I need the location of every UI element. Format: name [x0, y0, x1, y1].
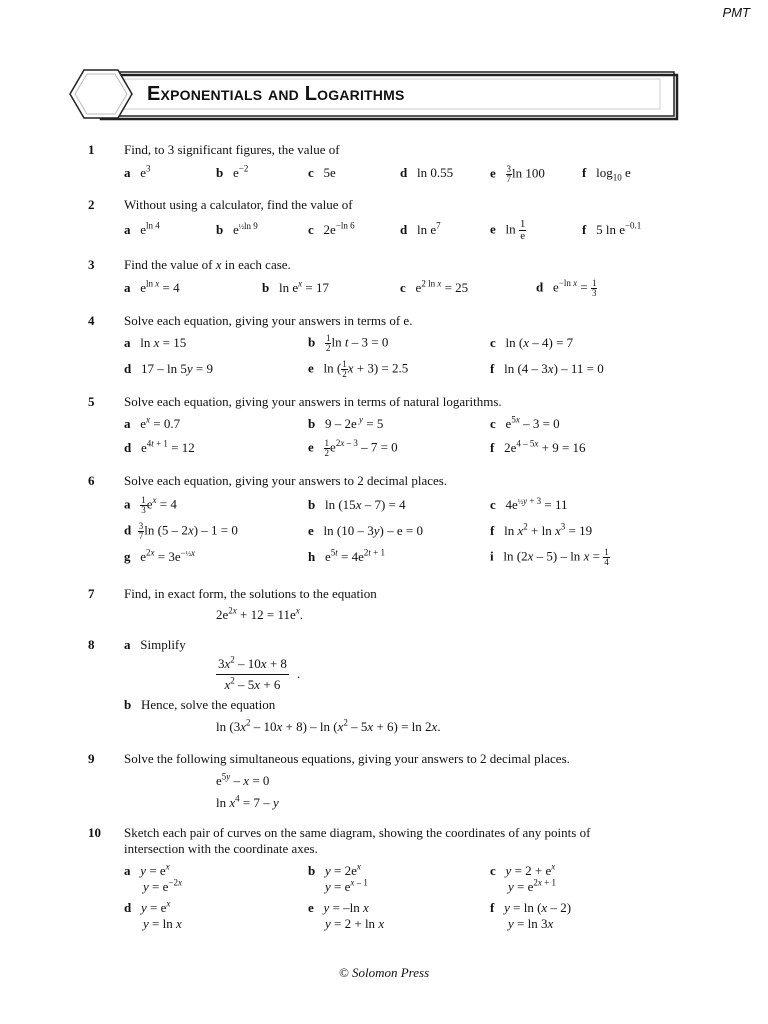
part-6g: g $e^{2x} = 3e^{-\frac{1}{2}x}$ [124, 547, 195, 564]
curve: $y = e^{-2x}$ [143, 877, 182, 894]
fraction-expression: $\frac{3x^2 - 10x + 8}{x^2 - 5x + 6}$ [218, 654, 287, 693]
part-8b: b Hence, solve the equation [124, 697, 276, 712]
question-instruction: Find the value of x in each case. [124, 257, 291, 272]
question-number: 4 [88, 313, 95, 328]
part-10e: e y = –ln x [308, 900, 369, 915]
part-1e: e $\frac{3}{7}$ ln 100 [490, 164, 545, 184]
question-instruction: Solve the following simultaneous equations, giving your answers to 2 decimal places. [124, 751, 570, 766]
part-10f: f y = ln (x – 2) [490, 900, 572, 915]
part-10b: b $y = 2e^x$ [308, 861, 361, 878]
part-4f: f ln (4 – 3x) – 11 = 0 [490, 361, 604, 376]
question-instruction: Sketch each pair of curves on the same diagram, showing the coordinates of any points of [124, 825, 591, 840]
part-6c: c $4e^{\frac{1}{2}y + 3} = 11$ [490, 495, 568, 512]
part-4d: d 17 – ln 5y = 9 [124, 361, 213, 376]
part-10c: c $y = 2 + e^x$ [490, 861, 556, 878]
page-title: Exponentials and Logarithms [147, 83, 405, 105]
part-1c: c 5e [308, 165, 336, 180]
part-6b: b ln (15x – 7) = 4 [308, 497, 406, 512]
question-instruction: Without using a calculator, find the value of [124, 197, 353, 212]
question-number: 2 [88, 197, 95, 212]
part-4c: c ln (x – 4) = 7 [490, 335, 574, 350]
header-tag: PMT [722, 5, 750, 20]
part-5f: f $2e^{4 - 5x} + 9 = 16$ [490, 438, 586, 455]
question-number: 1 [88, 142, 95, 157]
part-5e: e $\frac{1}{2}$ $e^{2x - 3} - 7 = 0$ [308, 438, 398, 458]
question-number: 7 [88, 586, 95, 601]
part-1b: b $e^{-2}$ [216, 163, 249, 180]
footer-copyright: © Solomon Press [338, 965, 430, 980]
part-2d: d $\ln e^7$ [400, 220, 441, 237]
curve: y = ln x [143, 916, 182, 931]
part-2c: c $2e^{-ln 6}$ [308, 220, 355, 237]
part-3c: c $e^{2 ln x} = 25$ [400, 278, 469, 295]
equation: $2e^{2x} + 12 = 11e^x$. [216, 605, 303, 622]
question-instruction: Solve each equation, giving your answers in terms of natural logarithms. [124, 394, 502, 409]
part-1d: d ln 0.55 [400, 165, 454, 180]
part-10d: d $y = e^x$ [124, 898, 171, 915]
question-number: 10 [88, 825, 101, 840]
part-2a: a $e^{ln 4}$ [124, 220, 160, 237]
part-3a: a $e^{ln x} = 4$ [124, 278, 180, 295]
question-number: 5 [88, 394, 95, 409]
part-1f: f $\log_{10} e$ [582, 165, 631, 183]
part-6d: d $\frac{3}{7}$ ln (5 – 2x) – 1 = 0 [124, 521, 238, 541]
question-instruction: Solve each equation, giving your answers to 2 decimal places. [124, 473, 448, 488]
part-5c: c $e^{5x} - 3 = 0$ [490, 414, 560, 431]
curve: y = ln 3x [508, 916, 554, 931]
part-5d: d $e^{4t + 1} = 12$ [124, 438, 195, 455]
part-8a: a Simplify [124, 637, 186, 652]
part-10a: a $y = e^x$ [124, 861, 170, 878]
question-instruction-cont: intersection with the coordinate axes. [124, 841, 318, 856]
part-5a: a $e^x = 0.7$ [124, 414, 181, 431]
part-6h: h $e^{5t} = 4e^{2t + 1}$ [308, 547, 385, 564]
part-4b: b $\frac{1}{2}$ ln t – 3 = 0 [308, 333, 389, 353]
equation: $\ln (3x^2 - 10x + 8) - \ln (x^2 - 5x + 6) = \ln 2x$. [216, 717, 441, 734]
question-number: 9 [88, 751, 95, 766]
part-2f: f 5 $\ln e^{-0.1}$ [582, 220, 642, 237]
part-4e: e ln ( $\frac{1}{2}$ x + 3) = 2.5 [308, 359, 409, 379]
part-4a: a ln x = 15 [124, 335, 187, 350]
question-instruction: Find, to 3 significant figures, the value of [124, 142, 340, 157]
part-2e: e ln $\frac{1}{e}$ [490, 218, 526, 242]
part-3b: b $\ln e^x = 17$ [262, 278, 329, 295]
equation: $e^{5y} - x = 0$ [216, 771, 270, 788]
part-1a: a $e^3$ [124, 163, 151, 180]
fraction-period: . [297, 666, 301, 681]
part-6e: e ln (10 – 3y) – e = 0 [308, 523, 423, 538]
curve: y = 2 + ln x [325, 916, 385, 931]
curve: $y = e^{2x + 1}$ [508, 877, 556, 894]
curve: $y = e^{x - 1}$ [325, 877, 368, 894]
question-number: 6 [88, 473, 95, 488]
part-5b: b 9 – 2e $^y$ = 5 [308, 414, 384, 431]
part-6i: i ln (2x – 5) – ln x = $\frac{1}{4}$ [490, 547, 609, 567]
part-6a: a $\frac{1}{3}$ $e^x = 4$ [124, 495, 177, 515]
question-instruction: Solve each equation, giving your answers in terms of e. [124, 313, 413, 328]
question-number: 3 [88, 257, 95, 272]
part-2b: b $e^{\frac{1}{2}ln 9}$ [216, 220, 258, 237]
part-3d: d $e^{-ln x}$ = $\frac{1}{3}$ [536, 278, 597, 298]
question-instruction: Find, in exact form, the solutions to the equation [124, 586, 377, 601]
question-number: 8 [88, 637, 95, 652]
equation: $\ln x^4 = 7 - y$ [216, 793, 279, 810]
part-6f: f $\ln x^2 + \ln x^3 = 19$ [490, 521, 593, 538]
